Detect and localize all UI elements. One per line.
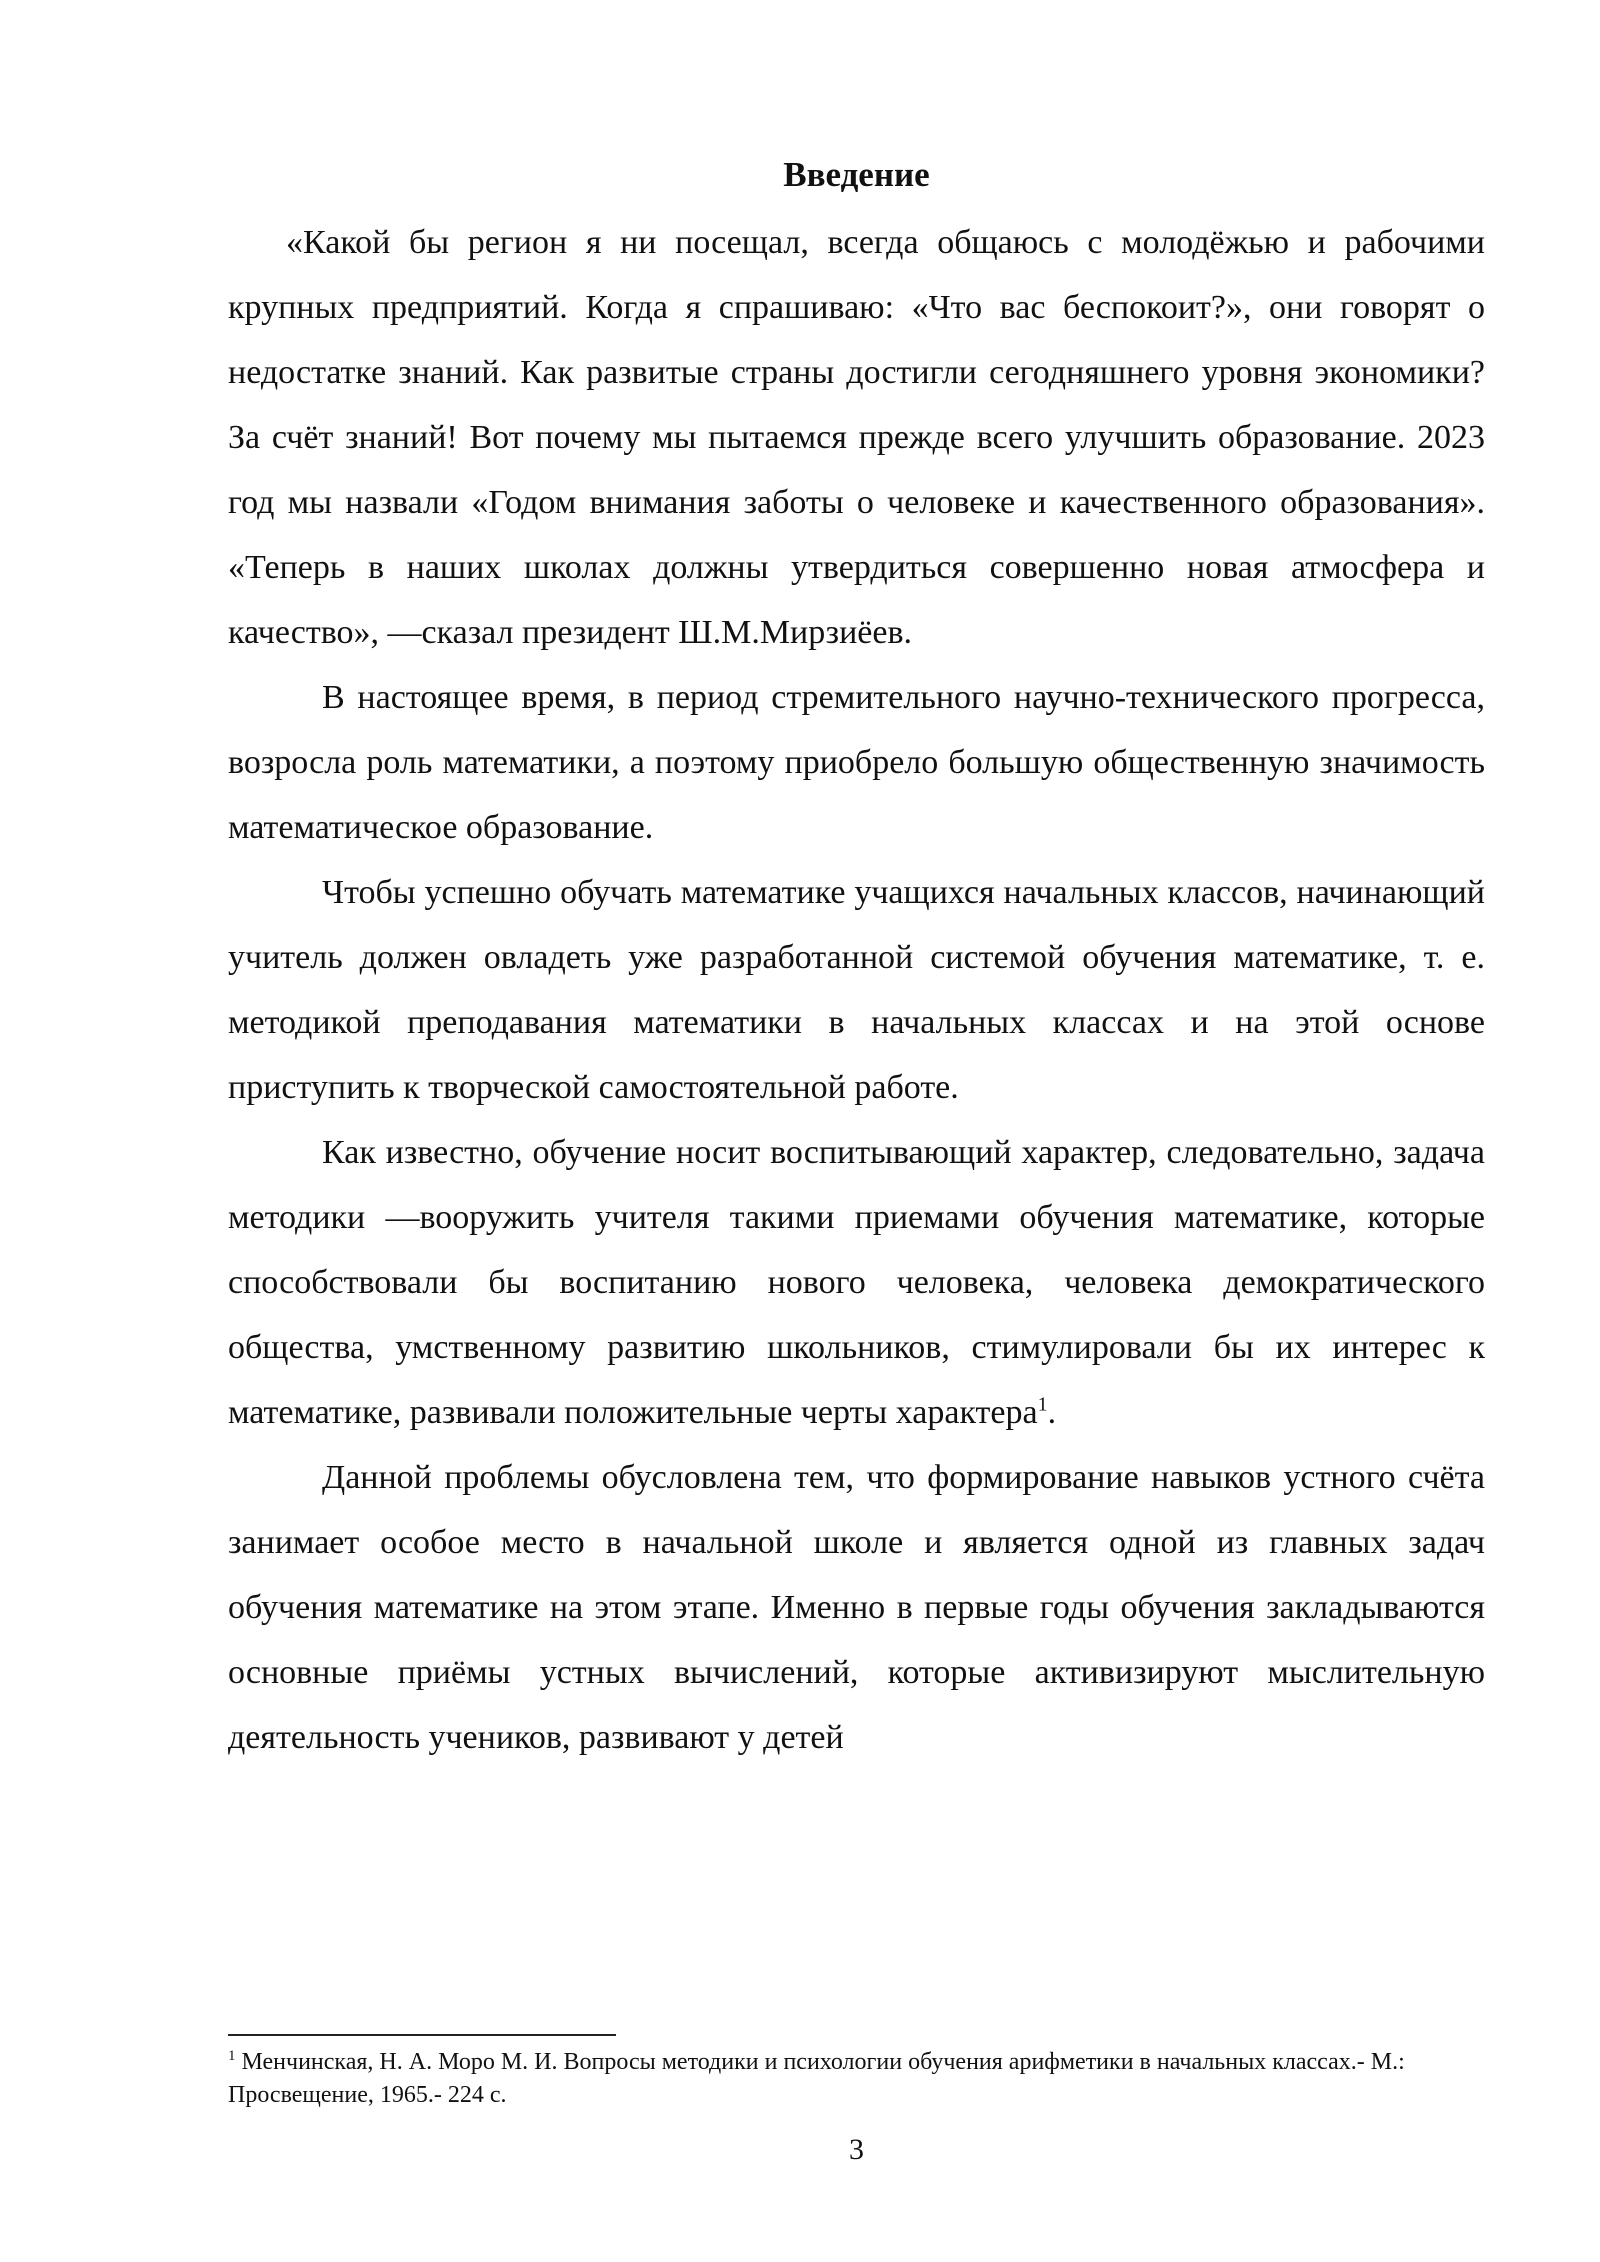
footnote-reference[interactable]: 1: [1037, 1393, 1048, 1416]
paragraph-methodology: [228, 1120, 1485, 1445]
paragraph-methodology-text: Как известно, обучение носит воспитывающий характер, следовательно, задача методики —вооружить учителя такими приемами обучения математике, которые способствовали бы воспитанию нового человека, человека демократического общества, умственному развитию школьников, стимулировали бы их интерес к математике, развивали положительные черты характера: [228, 1134, 1485, 1431]
footnote-marker: 1: [228, 2048, 236, 2064]
footnote-text: Менчинская, Н. А. Моро М. И. Вопросы методики и психологии обучения арифметики в начальных классах.- М.: Просвещение, 1965.- 224 с.: [228, 2049, 1405, 2108]
footnote: [228, 2046, 1485, 2112]
paragraph-methodology-end: .: [1047, 1394, 1057, 1431]
paragraph-teaching: Чтобы успешно обучать математике учащихся начальных классов, начинающий учитель должен овладеть уже разработанной системой обучения математике, т. е. методикой преподавания математики в начальных классах и на этой основе приступить к творческой самостоятельной работе.: [228, 874, 1485, 1106]
page-number: 3: [849, 2133, 864, 2166]
footnote-separator: [228, 2034, 616, 2036]
paragraph-quote: «Какой бы регион я ни посещал, всегда общаюсь с молодёжью и рабочими крупных предприятий. Когда я спрашиваю: «Что вас беспокоит?», они говорят о недостатке знаний. Как развитые страны достигли сегодняшнего уровня экономики? За счёт знаний! Вот почему мы пытаемся прежде всего улучшить образование. 2023 год мы назвали «Годом внимания заботы о человеке и качественного образования». «Теперь в наших школах должны утвердиться совершенно новая атмосфера и качество», —сказал президент Ш.М.Мирзиёев.: [228, 224, 1485, 651]
paragraph-progress: В настоящее время, в период стремительного научно-технического прогресса, возросла роль математики, а поэтому приобрело большую общественную значимость математическое образование.: [228, 679, 1485, 846]
paragraph-mental-arithmetic: Данной проблемы обусловлена тем, что формирование навыков устного счёта занимает особое место в начальной школе и является одной из главных задач обучения математике на этом этапе. Именно в первые годы обучения закладываются основные приёмы устных вычислений, которые активизируют мыслительную деятельность учеников, развивают у детей: [228, 1459, 1485, 1756]
section-heading: Введение: [783, 155, 930, 194]
body-text: [228, 210, 1485, 1770]
